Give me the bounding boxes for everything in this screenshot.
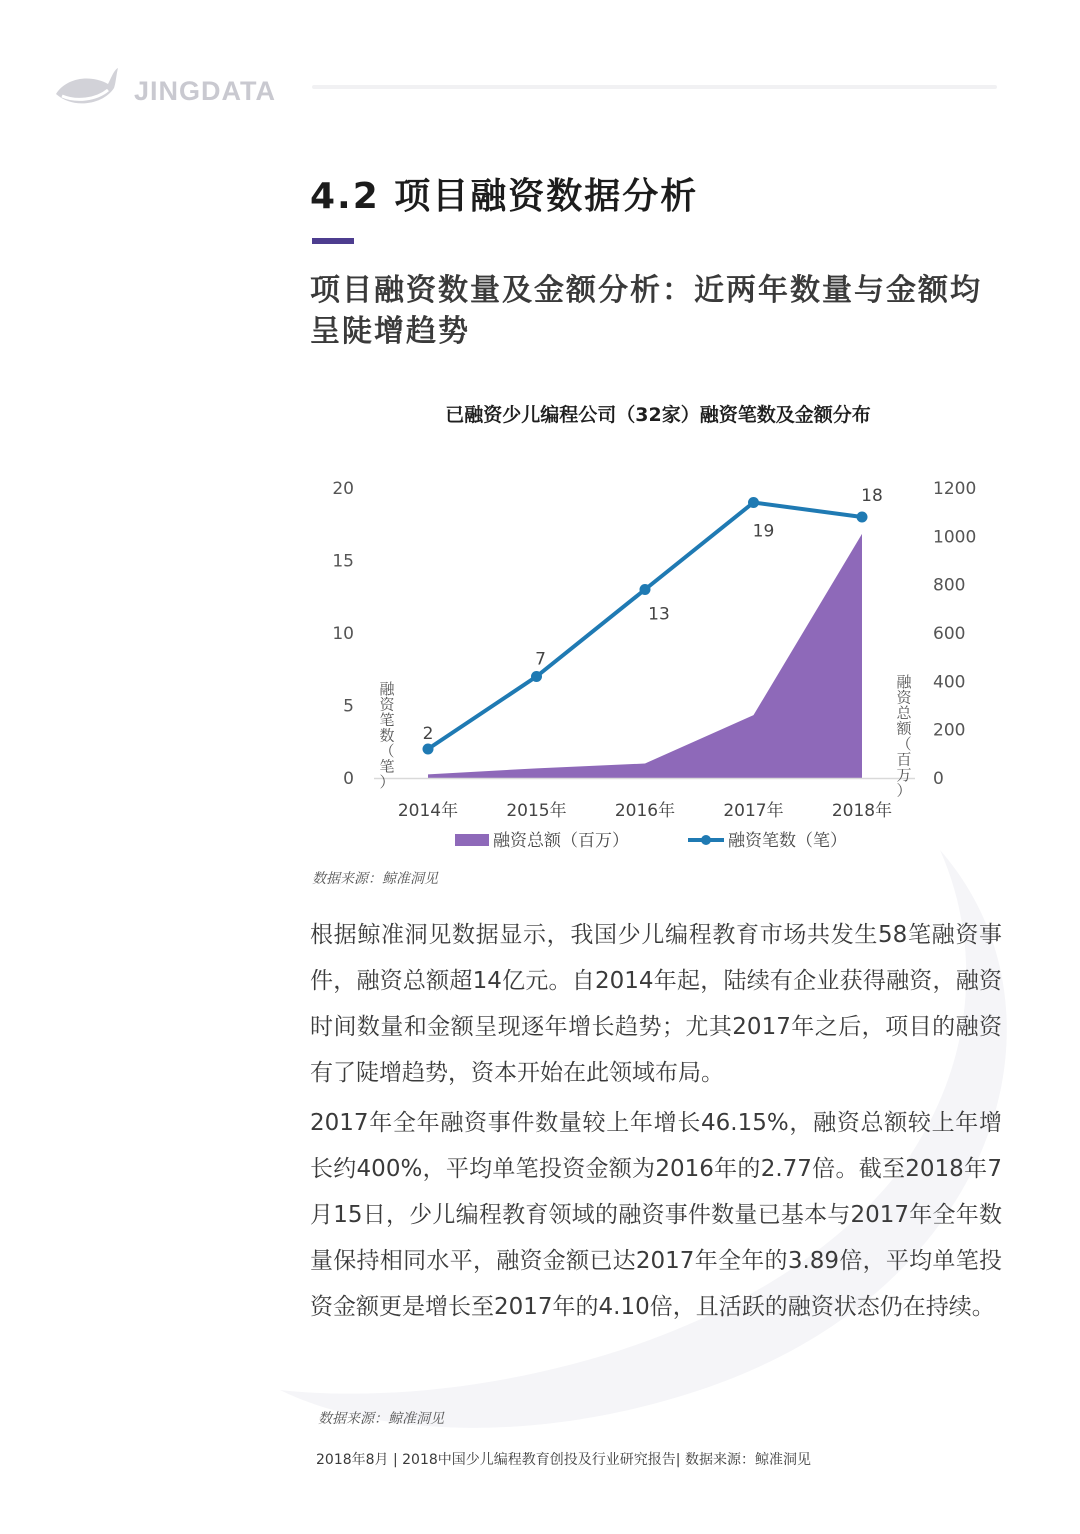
data-label: 19 [752,521,775,542]
section-title: 4.2 项目融资数据分析 [310,176,699,217]
y-left-tick-label: 10 [332,624,354,644]
x-tick-label: 2015年 [506,801,567,821]
paragraph-1: 根据鲸准洞见数据显示，我国少儿编程教育市场共发生58笔融资事件，融资总额超14亿元。自2014年起，陆续有企业获得融资，融资时间数量和金额呈现逐年增长趋势；尤其2017年之后，项目的融资有了陡增趋势，资本开始在此领域布局。 [310,922,1002,1086]
data-label: 13 [648,604,670,625]
y-right-tick-label: 400 [933,672,966,693]
paragraph-2: 2017年全年融资事件数量较上年增长46.15%，融资总额较上年增长约400%，平均单笔投资金额为2016年的2.77倍。截至2018年7月15日，少儿编程教育领域的融资事件数量已基本与2017年全年数量保持相同水平，融资金额已达2017年全年的3.89倍，平均单笔投资金额更是增长至2017年的4.10倍，且活跃的融资状态仍在持续。 [310,1110,1002,1320]
x-tick-label: 2018年 [831,801,893,821]
line-point [423,744,434,755]
data-label: 7 [535,649,546,670]
y-left-axis-label: 融资笔数（笔） [379,680,395,791]
subtitle: 项目融资数量及金额分析：近两年数量与金额均呈陡增趋势 [310,273,982,349]
y-left-tick-label: 20 [332,479,354,499]
y-right-tick-label: 200 [933,720,966,741]
y-right-axis-label: 融资总额（百万） [896,673,912,800]
y-right-tick-label: 1000 [933,527,977,548]
y-right-tick-label: 800 [933,575,966,596]
legend-marker-count [701,835,711,845]
footer: 2018年8月 | 2018中国少儿编程教育创投及行业研究报告| 数据来源：鲸准洞见 [316,1452,811,1468]
area-series-amount [428,534,862,778]
data-label: 2 [422,724,434,744]
legend-label-count: 融资笔数（笔） [728,831,847,851]
line-point [748,497,759,508]
y-right-tick-label: 0 [933,769,944,789]
data-label: 18 [861,486,883,506]
bottom-source: 数据来源：鲸准洞见 [318,1411,444,1427]
y-left-tick-label: 0 [343,769,354,789]
y-left-tick-label: 5 [343,696,354,717]
chart-title: 已融资少儿编程公司（32家）融资笔数及金额分布 [445,404,871,426]
x-tick-label: 2017年 [723,801,784,821]
x-tick-label: 2016年 [614,801,676,821]
y-right-tick-label: 1200 [933,479,977,499]
y-right-tick-label: 600 [933,624,966,644]
chart-source: 数据来源：鲸准洞见 [312,871,438,887]
y-left-tick-label: 15 [332,551,354,572]
line-point [531,671,542,682]
x-tick-label: 2014年 [397,801,459,821]
line-point [640,584,651,595]
logo-text: JINGDATA [134,76,276,106]
legend-label-amount: 融资总额（百万） [493,831,629,851]
line-point [857,512,868,523]
legend-swatch-amount [455,834,489,846]
